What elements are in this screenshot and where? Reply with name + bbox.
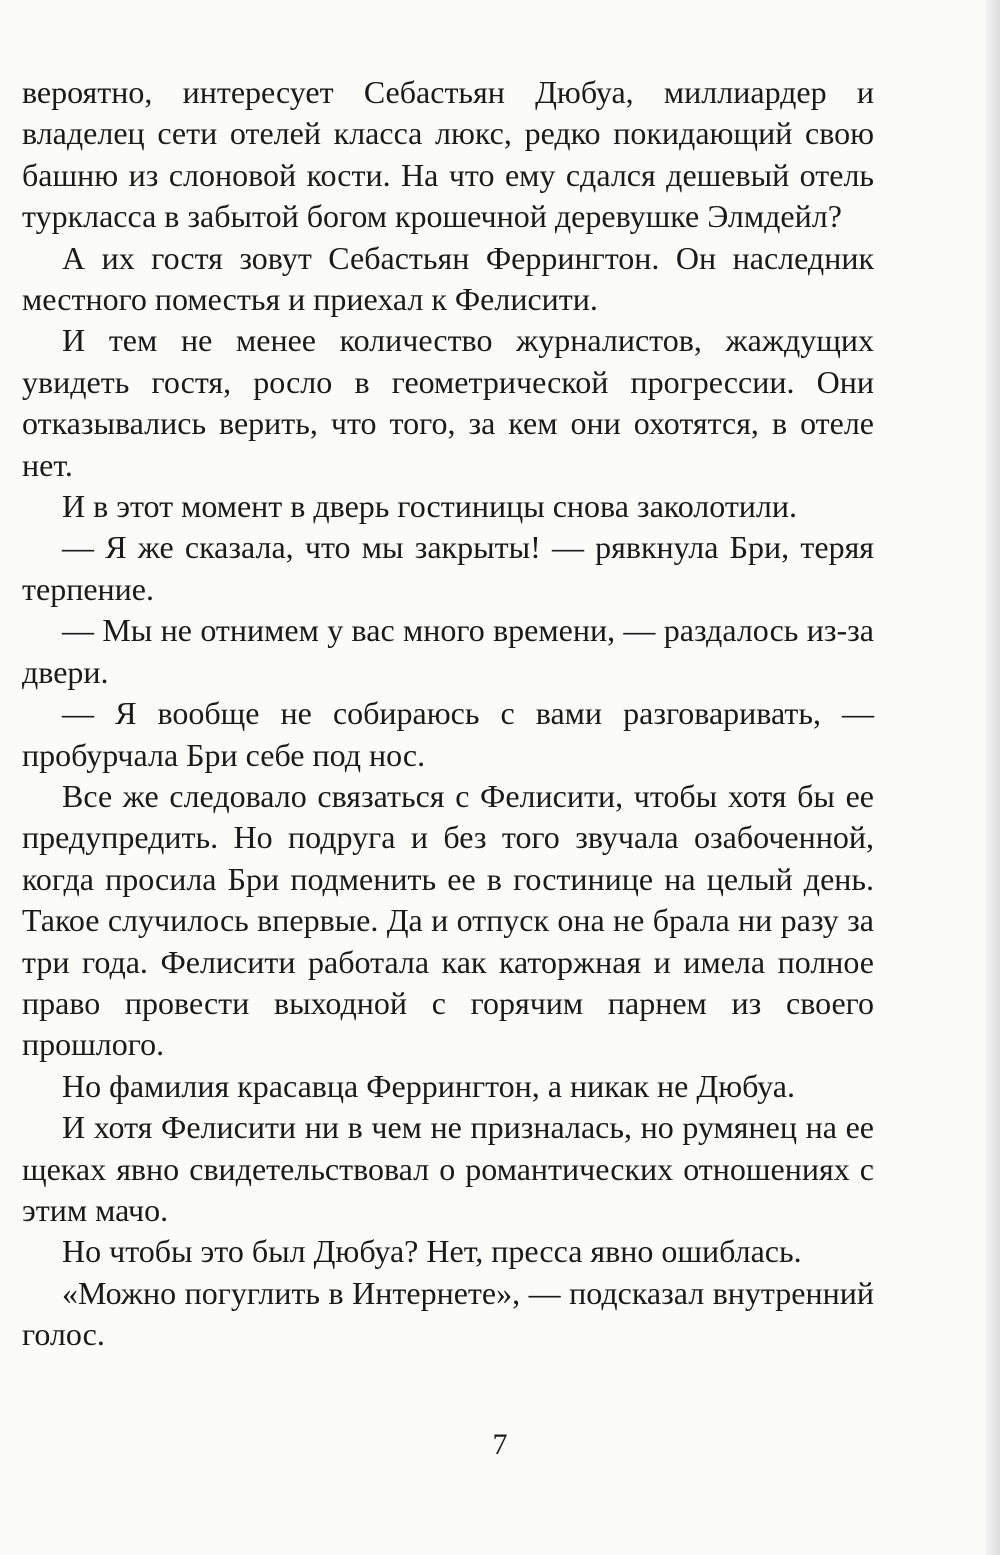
paragraph: А их гостя зовут Себастьян Феррингтон. Он наследник местного поместья и приехал к Фелисити. <box>22 239 874 318</box>
paragraph: — Я же сказала, что мы закрыты! — рявкнула Бри, теряя терпение. <box>22 529 874 607</box>
paragraph: Все же следовало связаться с Фелисити, чтобы хотя бы ее предупредить. Но подруга и без того звучала озабоченной, когда просила Бри подменить ее в гостинице на целый день. Такое случилось впервые. Да и отпуск она не брала ни разу за три года. Фелисити работала как каторжная и имела полное право провести выходной с горячим парнем из своего прошлого. <box>22 777 874 1063</box>
paragraph: — Мы не отнимем у вас много времени, — раздалось из-за двери. <box>22 612 874 690</box>
page-edge-shadow <box>986 0 1000 1555</box>
page-number: 7 <box>492 1428 508 1461</box>
paragraph: И хотя Фелисити ни в чем не призналась, но румянец на ее щеках явно свидетельствовал о романтических отношениях с этим мачо. <box>22 1109 874 1228</box>
body-text <box>22 72 874 1356</box>
paragraph: И тем не менее количество журналистов, жаждущих увидеть гостя, росло в геометрической прогрессии. Они отказывались верить, что того, за кем они охотятся, в отеле нет. <box>22 322 874 483</box>
paragraph: «Можно погуглить в Интернете», — подсказал внутренний голос. <box>22 1274 874 1353</box>
paragraph: вероятно, интересует Себастьян Дюбуа, миллиардер и владелец сети отелей класса люкс, редко покидающий свою башню из слоновой кости. На что ему сдался дешевый отель туркласса в забытой богом крошечной деревушке Элмдейл? <box>22 74 874 235</box>
paragraph: И в этот момент в дверь гостиницы снова заколотили. <box>62 488 798 525</box>
paragraph: — Я вообще не собираюсь с вами разговаривать, — пробурчала Бри себе под нос. <box>22 695 874 773</box>
paragraph: Но фамилия красавца Феррингтон, а никак не Дюбуа. <box>62 1067 795 1104</box>
paragraph: Но чтобы это был Дюбуа? Нет, пресса явно ошиблась. <box>62 1233 802 1270</box>
